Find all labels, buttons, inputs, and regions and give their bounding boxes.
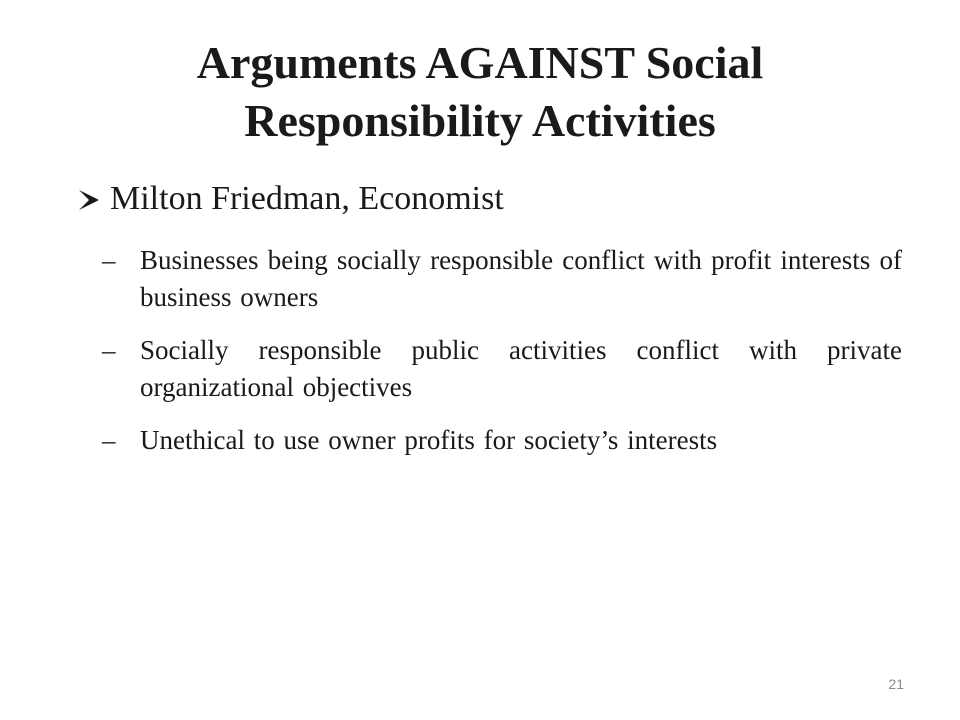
- sub-bullet-text: Unethical to use owner profits for society’s interests: [140, 425, 718, 455]
- bullet-text: Milton Friedman, Economist: [110, 180, 504, 217]
- bullet-level-1: [76, 178, 896, 220]
- dash-marker: –: [102, 335, 116, 365]
- slide-title: [60, 34, 900, 150]
- sub-bullet-list: [102, 242, 902, 475]
- sub-bullet-text: Businesses being socially responsible conflict with profit interests of business owners: [140, 245, 902, 312]
- sub-bullet-text: Socially responsible public activities conflict with private organizational objectives: [140, 335, 902, 402]
- sub-bullet: [102, 422, 902, 459]
- page-number: 21: [888, 676, 904, 692]
- sub-bullet: [102, 242, 902, 316]
- arrow-bullet-icon: [76, 187, 102, 213]
- dash-marker: –: [102, 245, 116, 275]
- title-line-1: Arguments AGAINST Social: [196, 37, 764, 88]
- title-line-2: Responsibility Activities: [244, 95, 716, 146]
- sub-bullet: [102, 332, 902, 406]
- dash-marker: –: [102, 425, 116, 455]
